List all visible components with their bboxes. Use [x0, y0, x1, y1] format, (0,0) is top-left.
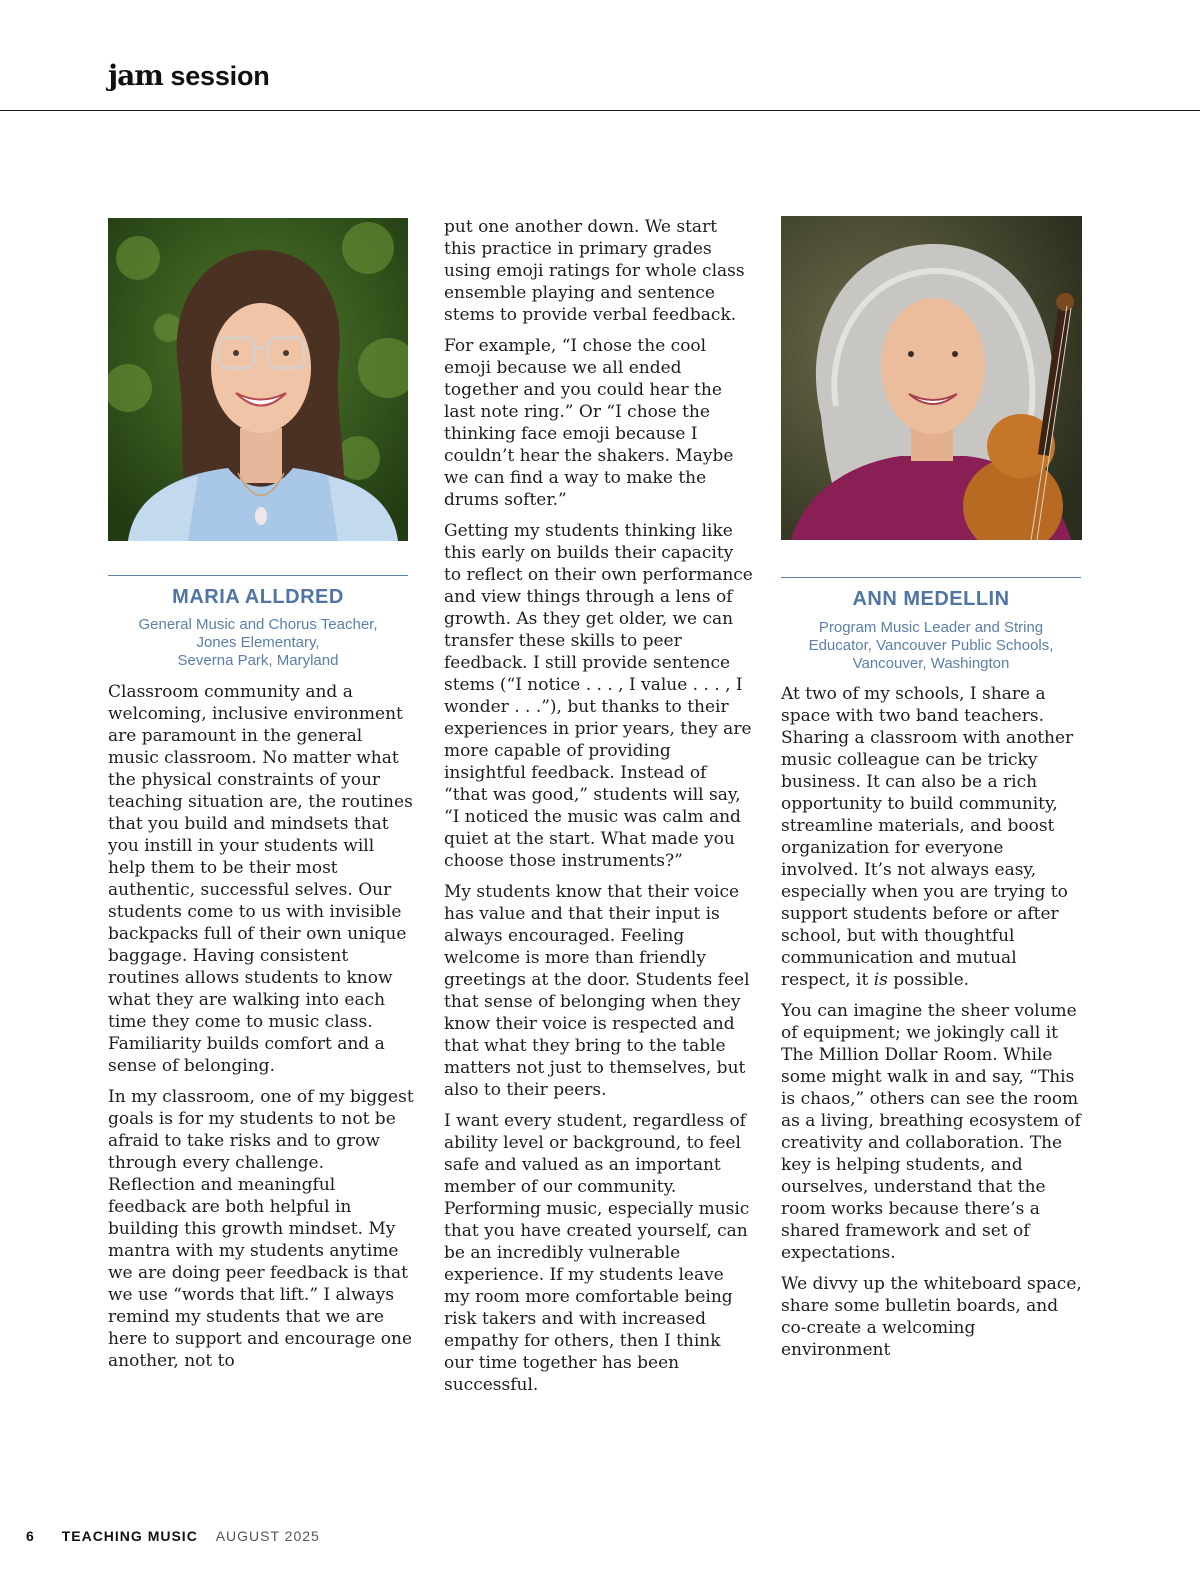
page-number: 6 — [26, 1528, 34, 1544]
divider-rule — [108, 575, 408, 576]
role-line: Severna Park, Maryland — [177, 652, 339, 669]
section-title-rest: session — [170, 61, 270, 91]
paragraph: Getting my students thinking like this early on builds their capacity to reflect on their own performance and view things through a lens of growth. As they get older, we can transfer these skills to peer feedback. I still provide sentence stems (“I notice . . . , I value . . . , I wonder . . .”), but thanks to their experiences in prior years, they are more capable of providing insightful feedback. Instead of “that was good,” students will say, “I noticed the music was calm and quiet at the start. What made you choose those instruments?” — [444, 521, 753, 871]
paragraph-text: possible. — [887, 970, 970, 990]
ann-medellin-photo — [781, 216, 1082, 540]
paragraph: My students know that their voice has value and that their input is always encouraged. Feeling welcome is more than friendly greetings at the door. Students feel that sense of belonging when they know their voice is respected and that what they bring to the table matters not just to themselves, but also to their peers. — [444, 882, 750, 1100]
divider-rule — [781, 577, 1081, 578]
paragraph: I want every student, regardless of ability level or background, to feel safe and valued as an important member of our community. Performing music, especially music that you have created yourself, can be an incredibly vulnerable experience. If my students leave my room more comfortable being risk takers and with increased empathy for others, then I think our time together has been successful. — [444, 1111, 750, 1395]
paragraph: For example, “I chose the cool emoji because we all ended together and you could hear the last note ring.” Or “I chose the thinking face emoji because I couldn’t hear the shakers. Maybe we can find a way to make the drums softer.” — [444, 336, 734, 510]
role-line: General Music and Chorus Teacher, — [138, 616, 378, 633]
author-role — [781, 619, 1081, 673]
role-line: Jones Elementary, — [196, 634, 320, 651]
maria-alldred-photo — [108, 218, 408, 541]
role-line: Vancouver, Washington — [852, 655, 1010, 672]
paragraph — [781, 683, 1083, 991]
left-column-text — [108, 681, 414, 1381]
publication-name: TEACHING MUSIC — [61, 1528, 198, 1544]
section-title — [108, 56, 270, 96]
paragraph: Classroom community and a welcoming, inclusive environment are paramount in the general music classroom. No matter what the physical constraints of your teaching situation are, the routines that you build and mindsets that you instill in your students will help them to be their most authentic, successful selves. Our students come to us with invisible backpacks full of their own unique baggage. Having consistent routines allows students to know what they are walking into each time they come to music class. Familiarity builds comfort and a sense of belonging. — [108, 682, 413, 1076]
author-role — [108, 616, 408, 670]
paragraph: You can imagine the sheer volume of equipment; we jokingly call it The Million Dollar Room. While some might walk in and say, “This is chaos,” others can see the room as a living, breathing ecosystem of creativity and collaboration. The key is helping students, and ourselves, understand that the room works because there’s a shared framework and set of expectations. — [781, 1001, 1081, 1263]
paragraph: put one another down. We start this practice in primary grades using emoji ratings for whole class ensemble playing and sentence stems to provide verbal feedback. — [444, 217, 745, 325]
section-title-bold: jam — [108, 59, 163, 92]
middle-column-text — [444, 216, 754, 1405]
issue-date: AUGUST 2025 — [215, 1528, 320, 1544]
right-column-text — [781, 683, 1083, 1370]
role-line: Educator, Vancouver Public Schools, — [808, 637, 1054, 654]
author-name: MARIA ALLDRED — [172, 586, 344, 608]
page-footer — [26, 1525, 320, 1547]
paragraph-text: At two of my schools, I share a space with two band teachers. Sharing a classroom with another music colleague can be tricky business. It can also be a rich opportunity to build community, streamline materials, and boost organization for everyone involved. It’s not always easy, especially when you are trying to support students before or after school, but with thoughtful communication and mutual respect, it — [781, 684, 1074, 990]
paragraph: We divvy up the whiteboard space, share some bulletin boards, and co-create a welcoming environment — [781, 1274, 1082, 1360]
page-header — [0, 0, 1200, 111]
emphasis-text: is — [873, 970, 888, 990]
author-name: ANN MEDELLIN — [852, 588, 1010, 610]
role-line: Program Music Leader and String — [818, 619, 1044, 636]
paragraph: In my classroom, one of my biggest goals is for my students to not be afraid to take risks and to grow through every challenge. Reflection and meaningful feedback are both helpful in building this growth mindset. My mantra with my students anytime we are doing peer feedback is that we use “words that lift.” I always remind my students that we are here to support and encourage one another, not to — [108, 1087, 414, 1371]
